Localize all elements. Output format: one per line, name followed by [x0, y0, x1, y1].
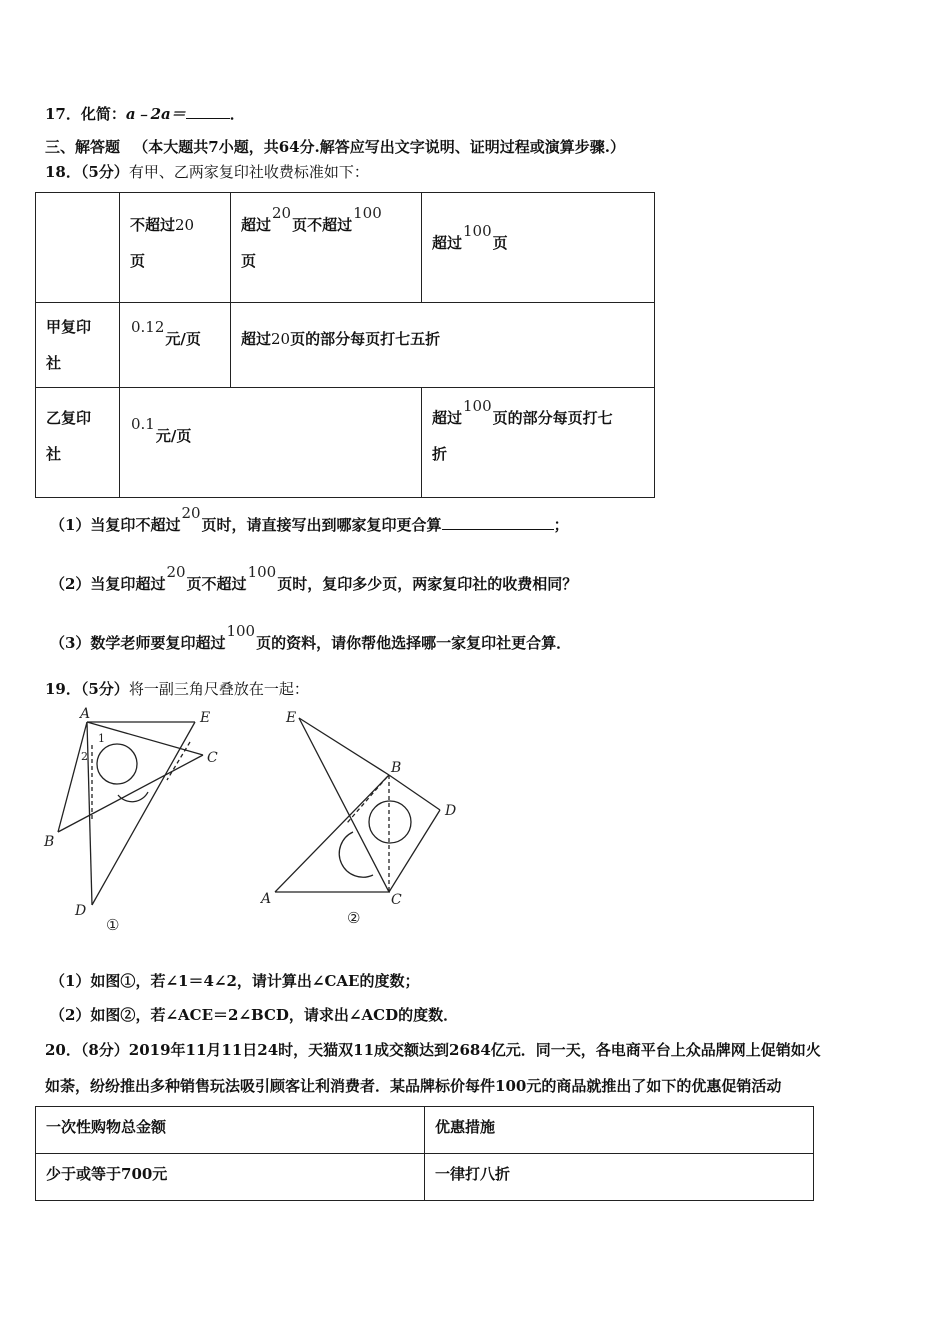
q18-col3-header: 超过100页 — [422, 193, 655, 303]
fig2-label-D: D — [445, 803, 457, 819]
q18-sub1: （1）当复印不超过20页时，请直接写出到哪家复印更合算 ； — [50, 504, 569, 534]
fig2-label-A: A — [261, 891, 272, 907]
fig1-label-C: C — [207, 750, 218, 766]
q17 — [45, 103, 245, 124]
fig2-label-B: B — [391, 760, 402, 776]
section3-note: （本大题共7小题，共64分.解答应写出文字说明、证明过程或演算步骤.） — [133, 138, 626, 156]
q20-line1: 20．（8分）2019年11月11日24时，天猫双11成交额达到2684亿元．同一天，各电商平台上众品牌网上促销如火 — [45, 1041, 821, 1059]
section3-header — [45, 136, 625, 157]
fig1-caption: ① — [106, 916, 120, 934]
q18-row-yi-price: 0.1元/页 — [120, 388, 422, 498]
q19-label: 19．（5分） — [45, 680, 129, 698]
q18-fee-table — [35, 192, 655, 498]
fig1-label-E: E — [200, 710, 211, 726]
fig1-label-2: 2 — [81, 750, 88, 763]
fig2-label-E: E — [286, 710, 297, 726]
q18-row-jia-label: 甲复印 社 — [36, 303, 120, 388]
q18-sub2: （2）当复印超过20页不超过100页时，复印多少页，两家复印社的收费相同？ — [50, 563, 578, 593]
q18-row-jia-price: 0.12元/页 — [120, 303, 231, 388]
fig1-label-A: A — [80, 706, 91, 722]
q18-sub3: （3）数学老师要复印超过100页的资料，请你帮他选择哪一家复印社更合算． — [50, 622, 572, 652]
q20-line2: 如荼，纷纷推出多种销售玩法吸引顾客让利消费者．某品牌标价每件100元的商品就推出了如下的优惠促销活动 — [45, 1077, 782, 1095]
q18-col1-header: 不超过20 页 — [120, 193, 231, 303]
q18-col2-header: 超过20页不超过100 页 — [231, 193, 422, 303]
q18-stem — [45, 161, 369, 182]
q20-promo-table — [35, 1106, 814, 1201]
q19-sub1: （1）如图①，若∠1＝4∠2，请计算出∠CAE的度数； — [50, 972, 420, 990]
q18-row-yi-label: 乙复印 社 — [36, 388, 120, 498]
q19-stem — [45, 678, 309, 699]
fig2-caption: ② — [347, 909, 361, 927]
q20-header-amount: 一次性购物总金额 — [36, 1107, 425, 1154]
q19-figure-2 — [255, 700, 475, 930]
section3-title: 三、解答题 — [45, 138, 121, 156]
fig1-label-D: D — [75, 903, 87, 919]
q19-sub2: （2）如图②，若∠ACE＝2∠BCD，请求出∠ACD的度数． — [50, 1006, 459, 1024]
q18-sub1-blank[interactable] — [442, 515, 554, 530]
q18-table-corner — [36, 193, 120, 303]
q17-label: 17．化简： — [45, 105, 126, 123]
q20-header-discount: 优惠措施 — [425, 1107, 814, 1154]
q17-expression: a﹣2a＝ — [125, 105, 186, 123]
q18-row-yi-desc: 超过100页的部分每页打七 折 — [422, 388, 655, 498]
q20-row1-discount: 一律打八折 — [425, 1154, 814, 1201]
q20-row1-amount: 少于或等于700元 — [36, 1154, 425, 1201]
fig1-label-B: B — [44, 834, 55, 850]
q18-text: 有甲、乙两家复印社收费标准如下： — [128, 163, 369, 181]
q17-end: ． — [229, 105, 245, 123]
q18-label: 18．（5分） — [45, 163, 129, 181]
fig2-label-C: C — [391, 892, 402, 908]
q19-text: 将一副三角尺叠放在一起： — [128, 680, 309, 698]
q19-figure-1 — [40, 700, 230, 940]
fig1-label-1: 1 — [98, 732, 105, 745]
q17-answer-blank[interactable] — [186, 104, 230, 119]
q18-row-jia-desc: 超过20页的部分每页打七五折 — [231, 303, 655, 388]
